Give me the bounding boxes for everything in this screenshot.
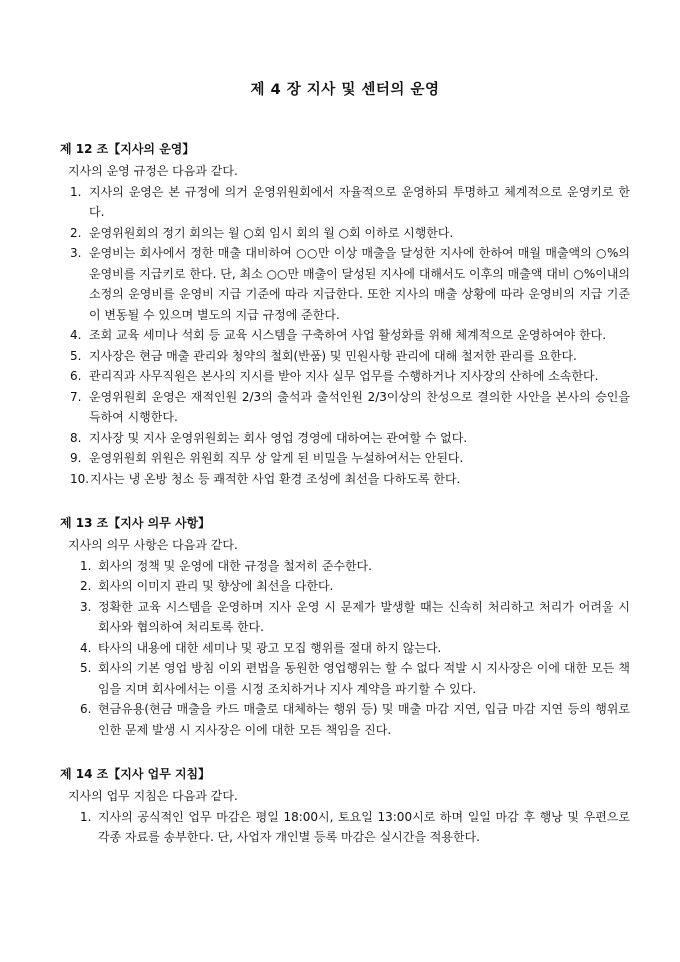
item-text: 관리직과 사무직원은 본사의 지시를 받아 지사 실무 업무를 수행하거나 지사장의 산하에 소속한다. (89, 369, 599, 383)
article-intro: 지사의 운영 규정은 다음과 같다. (68, 164, 238, 178)
item-text: 지사장 및 지사 운영위원회는 회사 영업 경영에 대하여는 관여할 수 없다. (89, 430, 468, 445)
item-text: 운영비는 회사에서 정한 매출 대비하여 ○○만 이상 매출을 달성한 지사에 한하여 매월 매출액의 ○%의 운영비를 지급키로 한다. 단, 최소 ○○만 매출이 달성된 지사에 대해서도 이후의 매출액 대비 ○%이내의 소정의 운영비를 운영비 지급 기준에 따라 지급한다. 또한 지사의 매출 상황에 따라 운영비의 지급 기준이 변동될 수 있으며 별도의 지급 규정에 준한다. (89, 246, 630, 322)
item-number: 5. (80, 661, 92, 675)
item-number: 5. (70, 348, 82, 363)
item-number: 6. (80, 702, 92, 716)
item-text: 회사의 이미지 관리 및 향상에 최선을 다한다. (98, 579, 334, 593)
list-item (70, 448, 630, 469)
list-item (70, 182, 630, 223)
item-text: 회사의 기본 영업 방침 이외 편법을 동원한 영업행위는 할 수 없다 적발 시 지사장은 이에 대한 모든 책임을 지며 회사에서는 이를 시정 조치하거나 지사 계약을 파기할 수 있다. (98, 661, 630, 696)
item-number: 3. (80, 599, 92, 614)
item-text: 지사의 공식적인 업무 마감은 평일 18:00시, 토요일 13:00시로 하며 일일 마감 후 행낭 및 우편으로 각종 자료를 송부한다. 단, 사업자 개인별 등록 마감은 실시간을 적용한다. (98, 809, 630, 844)
list-item (80, 807, 630, 848)
item-text: 운영위원회의 정기 회의는 월 ○회 임시 회의 월 ○회 이하로 시행한다. (89, 225, 454, 240)
list-item (70, 346, 630, 367)
list-item (70, 469, 630, 490)
item-text: 지사의 운영은 본 규정에 의거 운영위원회에서 자율적으로 운영하되 투명하고 체계적으로 운영키로 한다. (89, 184, 630, 219)
article-heading: 제 14 조【지사 업무 지침】 (60, 767, 211, 781)
item-number: 1. (80, 558, 92, 573)
article-12 (60, 139, 630, 489)
item-number: 9. (70, 451, 82, 465)
list-item (70, 243, 630, 325)
item-text: 타사의 내용에 대한 세미나 및 광고 모집 행위를 절대 하지 않는다. (98, 640, 442, 655)
chapter-title: 제 4 장 지사 및 센터의 운영 (250, 82, 440, 98)
list-item (80, 597, 630, 638)
article-14 (60, 764, 630, 848)
list-item (70, 387, 630, 428)
article-heading: 제 12 조【지사의 운영】 (60, 142, 195, 156)
article-intro: 지사의 의무 사항은 다음과 같다. (68, 538, 238, 552)
item-number: 2. (70, 225, 82, 240)
item-number: 7. (70, 389, 82, 404)
article-heading: 제 13 조【지사 의무 사항】 (60, 516, 211, 530)
item-number: 8. (70, 430, 82, 445)
list-item (70, 223, 630, 244)
list-item (80, 556, 630, 577)
item-text: 회사의 정책 및 운영에 대한 규정을 철저히 준수한다. (98, 558, 372, 573)
item-number: 10. (70, 471, 90, 486)
article-13 (60, 513, 630, 740)
list-item (80, 699, 630, 740)
item-number: 6. (70, 369, 82, 383)
item-text: 지사장은 현금 매출 관리와 청약의 철회(반품) 및 민원사항 관리에 대해 철저한 관리를 요한다. (89, 348, 577, 363)
list-item (70, 428, 630, 449)
list-item (80, 576, 630, 597)
item-number: 4. (80, 640, 92, 655)
list-item (80, 658, 630, 699)
list-item (70, 325, 630, 346)
article-intro: 지사의 업무 지침은 다음과 같다. (68, 789, 238, 803)
item-number: 2. (80, 579, 92, 593)
article-item-list (80, 807, 630, 848)
article-item-list (70, 182, 630, 490)
item-text: 운영위원회 운영은 재적인원 2/3의 출석과 출석인원 2/3이상의 찬성으로 결의한 사안을 본사의 승인을 득하여 시행한다. (89, 389, 630, 424)
item-text: 정확한 교육 시스템을 운영하며 지사 운영 시 문제가 발생할 때는 신속히 처리하고 처리가 어려울 시 회사와 협의하여 처리토록 한다. (98, 599, 630, 634)
item-text: 운영위원회 위원은 위원회 직무 상 알게 된 비밀을 누설하여서는 안된다. (89, 451, 464, 465)
item-number: 1. (80, 809, 92, 824)
item-number: 3. (70, 246, 82, 260)
list-item (70, 366, 630, 387)
item-text: 조회 교육 세미나 석회 등 교육 시스템을 구축하여 사업 활성화를 위해 체계적으로 운영하여야 한다. (89, 328, 607, 342)
item-text: 지사는 냉 온방 청소 등 쾌적한 사업 환경 조성에 최선을 다하도록 한다. (90, 471, 461, 486)
article-item-list (80, 556, 630, 741)
item-number: 1. (70, 184, 82, 199)
list-item (80, 638, 630, 659)
item-text: 현금유용(현금 매출을 카드 매출로 대체하는 행위 등) 및 매출 마감 지연, 입금 마감 지연 등의 행위로 인한 문제 발생 시 지사장은 이에 대한 모든 책임을 진다. (98, 702, 630, 737)
item-number: 4. (70, 328, 82, 342)
